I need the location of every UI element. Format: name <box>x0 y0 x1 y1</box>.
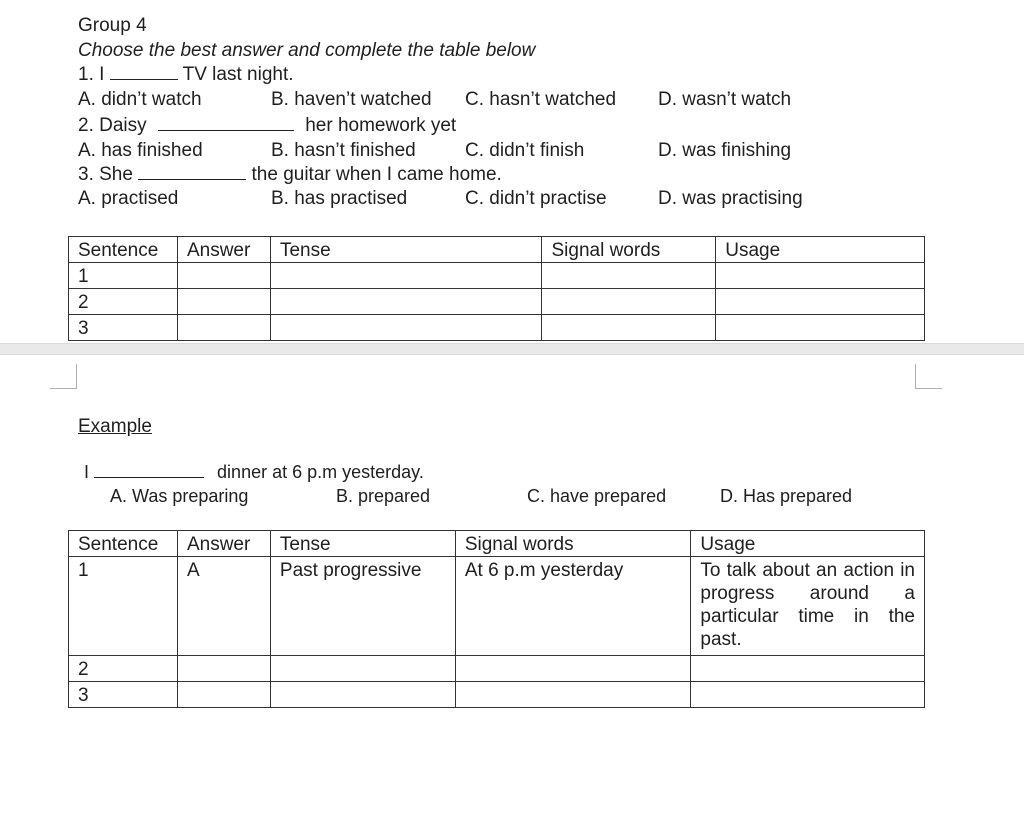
cell-sentence: 2 <box>69 289 178 315</box>
example-option-c: C. have prepared <box>527 486 667 506</box>
cell-sentence: 1 <box>69 557 178 656</box>
cell-tense: Past progressive <box>270 557 455 656</box>
cell-answer <box>177 682 270 708</box>
cell-signal-words: At 6 p.m yesterday <box>455 557 691 656</box>
cell-usage <box>716 315 925 341</box>
cell-usage <box>716 289 925 315</box>
cell-signal-words <box>542 315 716 341</box>
instruction: Choose the best answer and complete the table below <box>78 40 536 61</box>
table-row <box>69 557 925 656</box>
answer-blank <box>158 116 294 131</box>
question-1 <box>78 64 294 86</box>
header-answer: Answer <box>177 531 270 557</box>
option-3c: C. didn’t practise <box>465 188 607 209</box>
cell-signal-words <box>455 682 691 708</box>
option-3a: A. practised <box>78 188 179 209</box>
header-usage: Usage <box>716 237 925 263</box>
cell-usage <box>691 682 925 708</box>
cell-sentence: 3 <box>69 682 178 708</box>
cell-usage <box>691 656 925 682</box>
cell-tense <box>270 315 542 341</box>
question-1-prefix: 1. I <box>78 64 105 85</box>
answer-blank <box>110 65 178 80</box>
example-title: Example <box>78 416 152 437</box>
option-1d: D. wasn’t watch <box>658 89 792 110</box>
header-usage: Usage <box>691 531 925 557</box>
header-answer: Answer <box>177 237 270 263</box>
page-break <box>0 344 1024 354</box>
option-1b: B. haven’t watched <box>271 89 432 110</box>
answer-blank <box>94 463 204 478</box>
cell-answer <box>177 289 270 315</box>
cell-usage <box>716 263 925 289</box>
table-row <box>69 656 925 682</box>
header-sentence: Sentence <box>69 237 178 263</box>
page-corner-mark-right <box>915 364 942 389</box>
header-tense: Tense <box>270 237 542 263</box>
cell-tense <box>270 263 542 289</box>
option-2b: B. hasn’t finished <box>271 140 416 161</box>
table-row <box>69 289 925 315</box>
table-row <box>69 315 925 341</box>
page-break-bottom-edge <box>0 354 1024 355</box>
cell-signal-words <box>542 263 716 289</box>
cell-signal-words <box>542 289 716 315</box>
example-question <box>84 461 424 483</box>
option-3d: D. was practising <box>658 188 803 209</box>
question-3 <box>78 164 502 186</box>
example-prefix: I <box>84 462 90 482</box>
header-signal-words: Signal words <box>455 531 691 557</box>
group-heading: Group 4 <box>78 15 147 36</box>
cell-tense <box>270 656 455 682</box>
example-suffix: dinner at 6 p.m yesterday. <box>217 462 424 482</box>
cell-answer: A <box>177 557 270 656</box>
option-3b: B. has practised <box>271 188 408 209</box>
option-1c: C. hasn’t watched <box>465 89 617 110</box>
example-option-a: A. Was preparing <box>110 486 249 506</box>
table-row <box>69 682 925 708</box>
table-header-row <box>69 237 925 263</box>
option-1a: A. didn’t watch <box>78 89 202 110</box>
cell-signal-words <box>455 656 691 682</box>
cell-tense <box>270 289 542 315</box>
cell-answer <box>177 263 270 289</box>
page-corner-mark-left <box>50 364 77 389</box>
answer-blank <box>138 165 246 180</box>
question-2 <box>78 115 456 137</box>
question-2-prefix: 2. Daisy <box>78 115 147 136</box>
question-3-suffix: the guitar when I came home. <box>251 164 502 185</box>
cell-answer <box>177 656 270 682</box>
cell-tense <box>270 682 455 708</box>
example-table <box>68 530 925 708</box>
cell-usage: To talk about an action in progress around a particular time in the past. <box>691 557 925 656</box>
question-2-suffix: her homework yet <box>305 115 457 136</box>
question-1-suffix: TV last night. <box>182 64 294 85</box>
header-signal-words: Signal words <box>542 237 716 263</box>
example-option-b: B. prepared <box>336 486 431 506</box>
example-option-d: D. Has prepared <box>720 486 853 506</box>
table-header-row <box>69 531 925 557</box>
option-2d: D. was finishing <box>658 140 792 161</box>
cell-sentence: 1 <box>69 263 178 289</box>
question-3-prefix: 3. She <box>78 164 133 185</box>
option-2c: C. didn’t finish <box>465 140 585 161</box>
cell-sentence: 3 <box>69 315 178 341</box>
answer-table <box>68 236 925 341</box>
cell-answer <box>177 315 270 341</box>
option-2a: A. has finished <box>78 140 203 161</box>
header-tense: Tense <box>270 531 455 557</box>
header-sentence: Sentence <box>69 531 178 557</box>
cell-sentence: 2 <box>69 656 178 682</box>
table-row <box>69 263 925 289</box>
